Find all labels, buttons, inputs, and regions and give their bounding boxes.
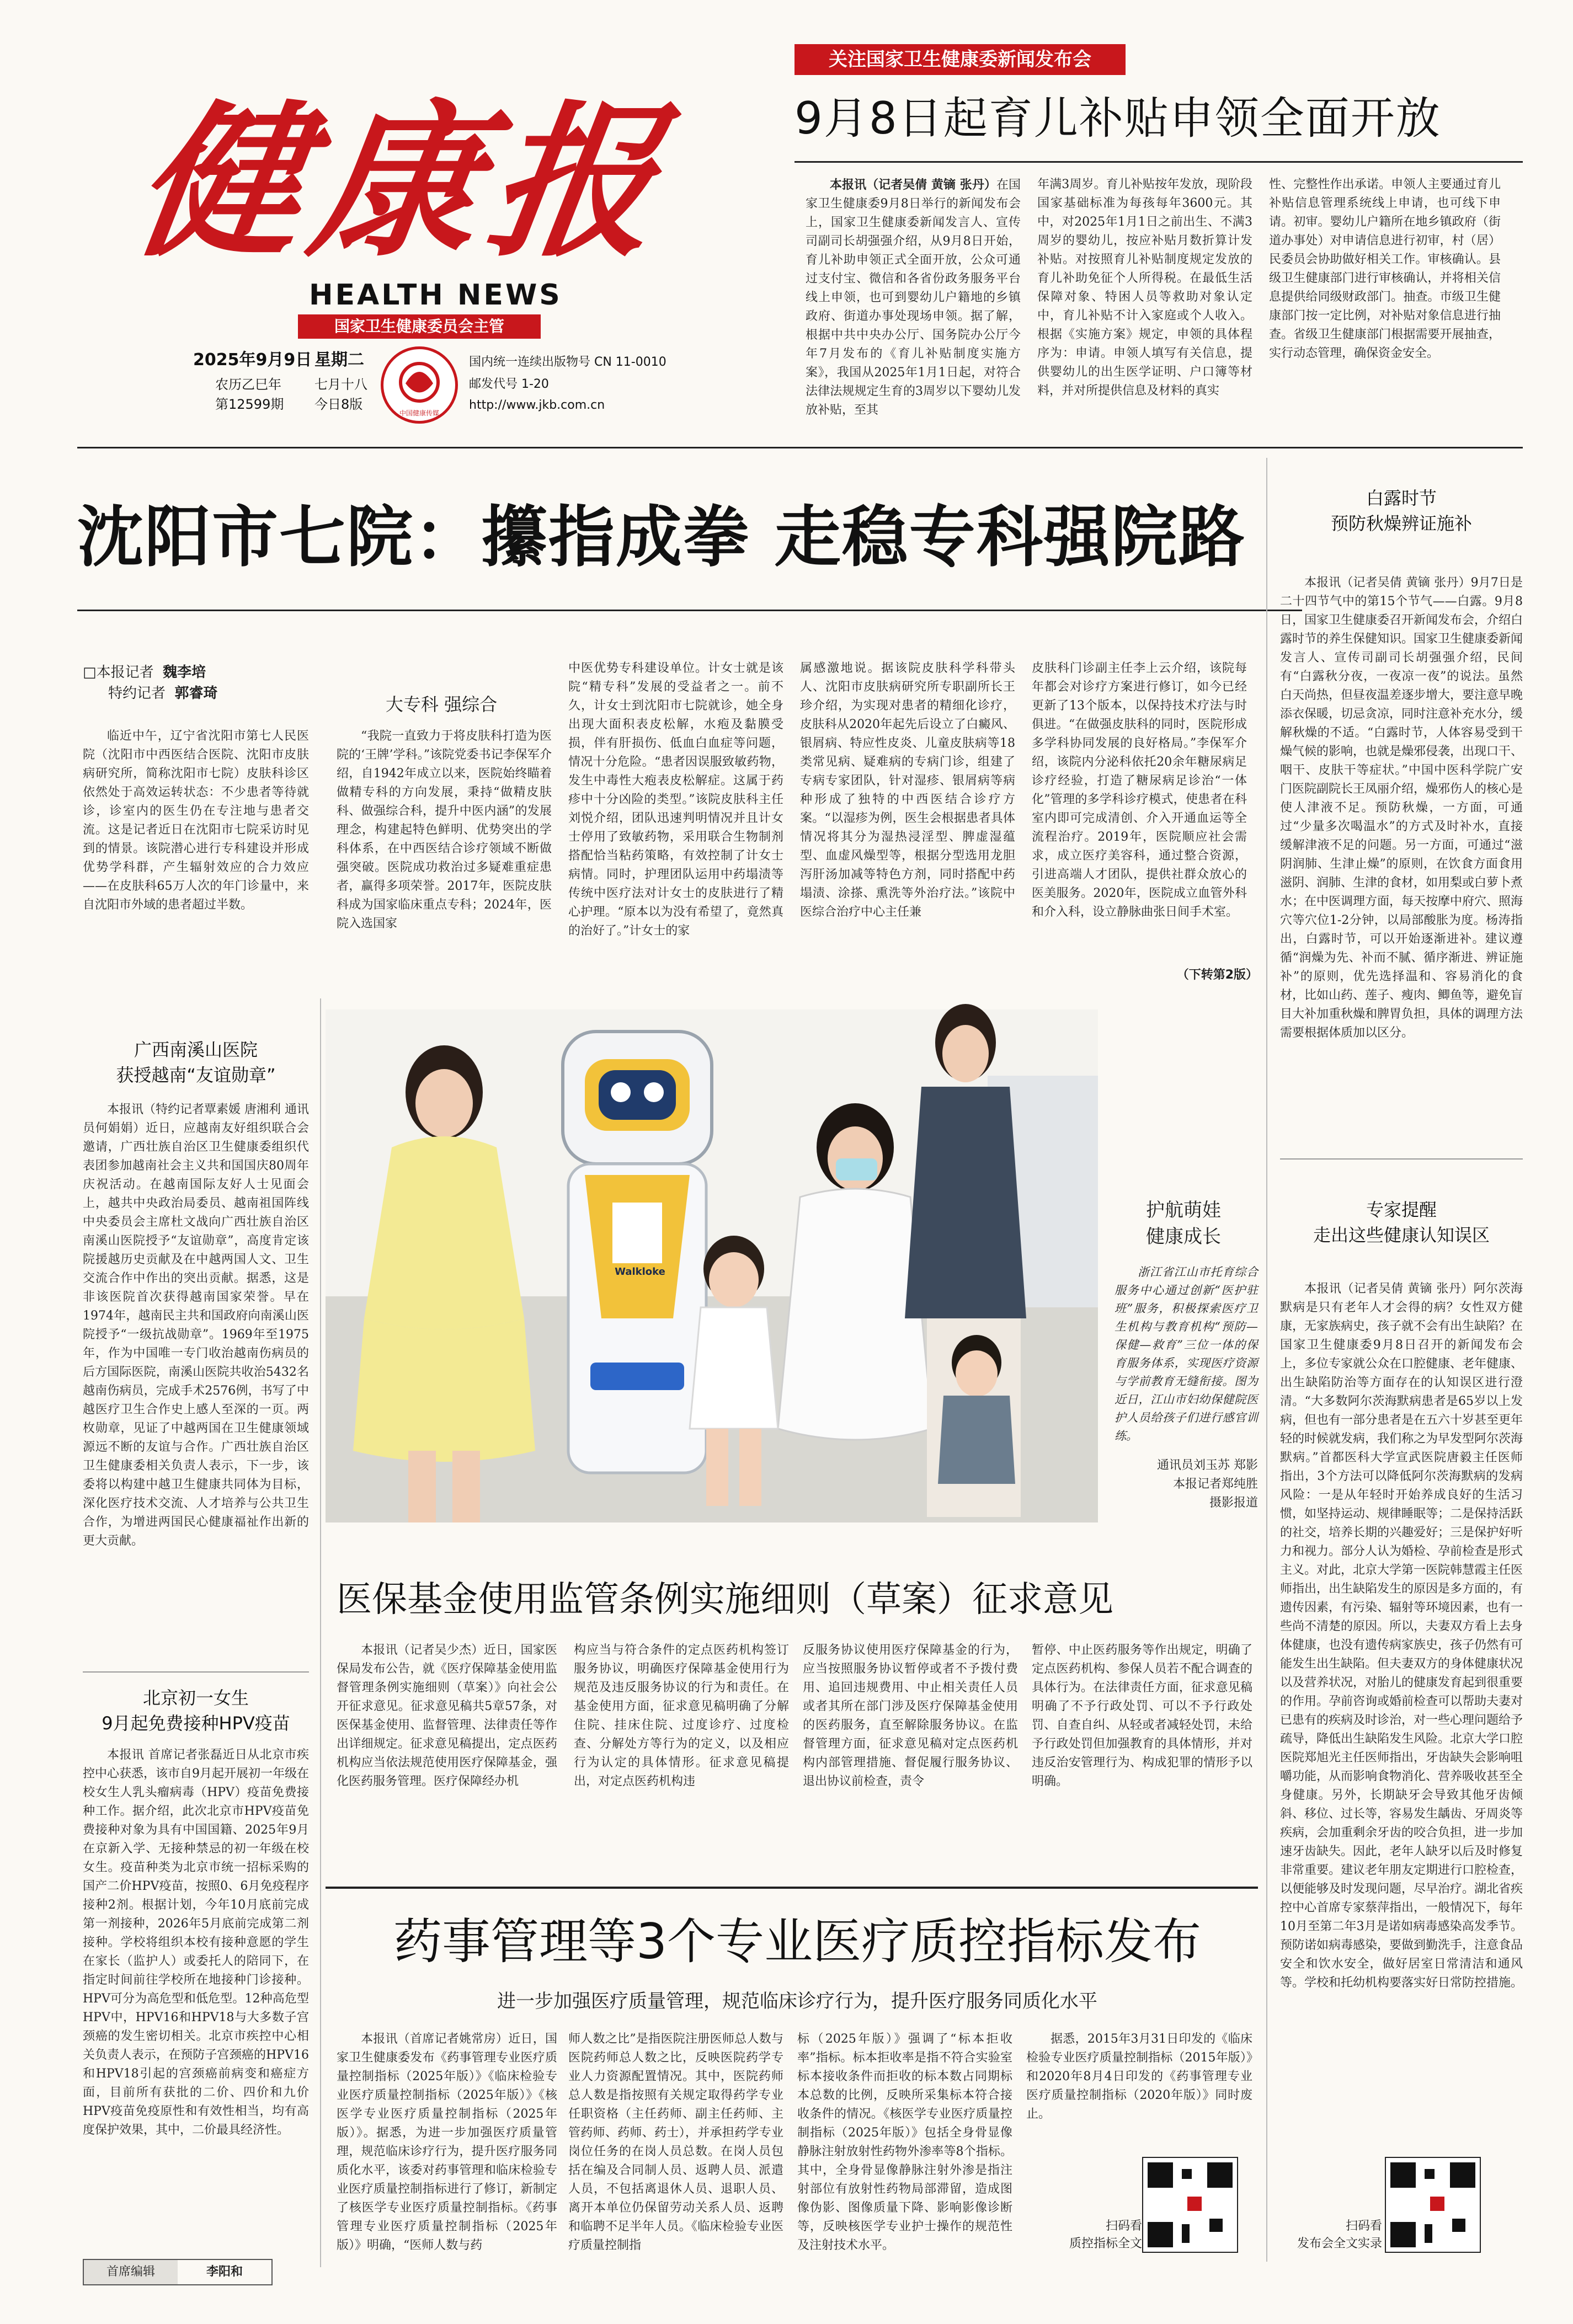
lead-story-headline[interactable]: 沈阳市七院：攥指成拳 走稳专科强院路 <box>77 499 1246 576</box>
top-story-col2 <box>1037 175 1252 435</box>
top-story-col2-text: 年满3周岁。育儿补贴按年发放，现阶段国家基础标准为每孩每年3600元。其中，对2025年1月1日之前出生、不满3周岁的婴幼儿，按应补贴月数折算计发补贴。对按照育儿补贴制度规定发放的育儿补助免征个人所得税。在最低生活保障对象、特困人员等救助对象认定中，育儿补贴不计入家庭或个人收入。根据《实施方案》规定，申领的具体程序为：申请。申领人填写有关信息，提供婴幼儿的出生医学证明、户口簿等材料，并对所提供信息及材料的真实 <box>1037 178 1252 398</box>
publisher-emblem <box>381 346 458 424</box>
photo-title-line1: 护航萌娃 <box>1146 1199 1221 1221</box>
pharma-col2-text: 师人数之比”是指医院注册医师总人数与医院药师总人数之比，反映医院药学专业人力资源配置情况。其中，医院药师总人数是指按照有关规定取得药学专业任职资格（主任药师、副主任药师、主管药师、药师、药士），并承担药学专业岗位任务的在岗人员总数。在岗人员包括在编及合同制人员、返聘人员、派遣人员，不包括离退休人员、退职人员、离开本单位仍保留劳动关系人员、返聘和临聘不足半年人员。《临床检验专业医疗质量控制指 <box>568 2032 783 2252</box>
medicare-col4 <box>1032 1641 1252 1862</box>
hpv-story-body: 本报讯 首席记者张磊近日从北京市疾控中心获悉，该市自9月起开展初一年级在校女生人乳头瘤病毒（HPV）疫苗免费接种工作。据介绍，此次北京市HPV疫苗免费接种对象为具有中国国籍、2025年9月在京新入学、无接种禁忌的初一年级在校女生。疫苗种类为北京市统一招标采购的国产二价HPV疫苗，按照0、6月免疫程序接种2剂。根据计划，今年10月底前完成第一剂接种，2026年5月底前完成第二剂接种。学校将组织本校有接种意愿的学生在家长（监护人）或委托人的陪同下，在指定时间前往学校所在地接种门诊接种。HPV可分为高危型和低危型。12种高危型HPV中，HPV16和HPV18与大多数子宫颈癌的发生密切相关。北京市疾控中心相关负责人表示，在预防子宫颈癌的HPV16和HPV18引起的宫颈癌前病变和癌症方面，目前所有获批的二价、四价和九价HPV疫苗免疫原性和有效性相当，均有高度保护效果，其中，二价最具经济性。 <box>83 1748 309 2137</box>
left-story-divider <box>83 1671 309 1673</box>
top-story-col1-text: 在国家卫生健康委9月8日举行的新闻发布会上，国家卫生健康委新闻发言人、宣传司副司长胡强强介绍，从9月8日开始，育儿补助申领正式全面开放，公众可通过支付宝、微信和各省份政务服务平台线上申领，也可到婴幼儿户籍地的乡镇政府、街道办事处现场申领。据了解，根据中共中央办公厅、国务院办公厅今年7月发布的《育儿补贴制度实施方案》，我国从2025年1月1日起，对符合法律法规规定生育的3周岁以下婴幼儿发放补贴，至其 <box>806 178 1021 417</box>
myths-story-body: 本报讯（记者吴倩 黄镝 张丹）阿尔茨海默病是只有老年人才会得的病？女性双方健康，无家族病史，孩子就不会有出生缺陷？在国家卫生健康委9月8日召开的新闻发布会上，多位专家就公众在口腔健康、老年健康、出生缺陷防治等方面存在的认知误区进行澄清。“大多数阿尔茨海默病患者是65岁以上发病，但也有一部分患者是在五六十岁甚至更年轻的时候就发病，我们称之为早发型阿尔茨海默病。”首都医科大学宣武医院唐毅主任医师指出，3个方法可以降低阿尔茨海默病的发病风险：一是从年轻时开始养成良好的生活习惯，如坚持运动、规律睡眠等；二是保持活跃的社交，培养长期的兴趣爱好；三是保护好听力和视力。部分人认为婚检、孕前检查是形式主义。对此，北京大学第一医院韩慧霞主任医师指出，出生缺陷发生的原因是多方面的，有遗传因素，有污染、辐射等环境因素，也有一些尚不清楚的原因。所以，夫妻双方看上去身体健康，也没有遗传病家族史，孩子仍然有可能发生出生缺陷。但夫妻双方的身体健康状况以及营养状况，对胎儿的健康发育起到很重要的作用。孕前咨询或婚前检查可以帮助夫妻对已患有的疾病及时诊治，对一些心理问题给予疏导，降低出生缺陷发生风险。北京大学口腔医院郑旭光主任医师指出，牙齿缺失会影响咀嚼功能，从而影响食物消化、营养吸收甚至全身健康。另外，长期缺牙会导致其他牙齿倾斜、移位、过长等，容易发生龋齿、牙周炎等疾病，会加重剩余牙齿的咬合负担，进一步加速牙齿缺失。因此，老年人缺牙以后及时修复非常重要。建议老年朋友定期进行口腔检查，以便能够及时发现问题，尽早治疗。湖北省疾控中心首席专家蔡萍指出，一般情况下，每年10月至第二年3月是诺如病毒感染高发季节。预防诺如病毒感染，要做到勤洗手，注意食品安全和饮水安全，做好居室日常清洁和通风等。学校和托幼机构要落实好日常防控措施。 <box>1280 1282 1523 1990</box>
photo-scene <box>326 1009 1098 1522</box>
editor-name: 李阳和 <box>206 2265 243 2279</box>
top-story-kicker: 关注国家卫生健康委新闻发布会 <box>829 49 1091 71</box>
lunar-year: 农历乙巳年 <box>215 377 281 392</box>
cn-number: 国内统一连续出版物号 CN 11-0010 <box>469 355 666 369</box>
lead-story-col3-text: 中医优势专科建设单位。计女士就是该院“精专科”发展的受益者之一。前不久，计女士到沈阳市七院就诊，她全身出现大面积表皮松解，水疱及黏膜受损，伴有肝损伤、低血白血症等问题，情况十分危险。“患者因误服致敏药物，发生中毒性大疱表皮松解症。这属于药疹中十分凶险的类型。”该院皮肤科主任刘悦介绍，团队迅速判明情况并且计女士停用了致敏药物，采用联合生物制剂搭配恰当粘药策略，有效控制了计女士病情。同时，护理团队运用中药塌渍等传统中医疗法对计女士的皮肤进行了精心护理。“原本以为没有希望了，竟然真的治好了。”计女士的家 <box>568 661 783 938</box>
bailu-title-line1: 白露时节 <box>1366 488 1437 509</box>
qr1-caption-line2: 质控指标全文 <box>1069 2237 1142 2251</box>
photo-credit-line2: 本报记者郑纯胜 <box>1172 1477 1258 1491</box>
masthead-title: 健康报 <box>124 84 681 279</box>
top-story-rule <box>795 161 1523 163</box>
lunar-day: 七月十八 <box>314 377 367 392</box>
bailu-story-text <box>1280 574 1523 1136</box>
lead-story-col4-text: 属感激地说。据该院皮肤科学科带头人、沈阳市皮肤病研究所专职副所长王珍介绍，为实现对患者的精细化诊疗，皮肤科从2020年起先后设立了白癜风、银屑病、特应性皮炎、儿童皮肤病等18类常见病、疑难病的专病门诊，组建了专病专家团队，针对湿疹、银屑病等病种形成了独特的中西医结合诊疗方案。“以湿疹为例，医生会根据患者具体情况将其分为湿热浸淫型、脾虚湿蕴型、血虚风燥型等，根据分型选用龙胆泻肝汤加减等特色方剂，同时搭配中药塌渍、涂搽、熏洗等外治疗法。”该院中医综合治疗中心主任兼 <box>800 661 1015 919</box>
masthead-english: HEALTH NEWS <box>309 279 562 312</box>
qr2-caption-line1: 扫码看 <box>1345 2219 1382 2233</box>
hpv-story-title[interactable] <box>83 1685 309 1736</box>
masthead-sponsor: 国家卫生健康委员会主管 <box>334 317 504 335</box>
website: http://www.jkb.com.cn <box>469 398 605 412</box>
lead-story-reporters <box>83 662 314 704</box>
post-code: 邮发代号 1-20 <box>469 377 549 391</box>
issue-weekday: 星期二 <box>314 350 364 370</box>
top-story-col1 <box>806 175 1021 435</box>
right-column-divider <box>1266 458 1267 2262</box>
photo-credit-line3: 摄影报道 <box>1209 1496 1258 1510</box>
guangxi-story-title[interactable] <box>83 1037 309 1088</box>
top-story-kicker-bar <box>795 44 1126 75</box>
medicare-col1 <box>337 1641 557 1862</box>
top-story-headline[interactable]: 9月8日起育儿补贴申领全面开放 <box>795 93 1441 144</box>
medicare-col2 <box>574 1641 789 1862</box>
left-column-divider <box>320 998 321 2267</box>
pharma-story-headline[interactable]: 药事管理等3个专业医疗质控指标发布 <box>393 1913 1201 1970</box>
pharma-col2 <box>568 2030 783 2262</box>
hpv-title-line1: 北京初一女生 <box>142 1687 249 1708</box>
footer-editor-box <box>83 2259 273 2285</box>
correspondent-label: 特约记者 <box>108 685 166 702</box>
medicare-story-headline[interactable]: 医保基金使用监管条例实施细则（草案）征求意见 <box>337 1579 1113 1620</box>
qr-indicators-caption <box>1021 2218 1142 2253</box>
lead-story-subhead: 大专科 强综合 <box>385 694 498 715</box>
guangxi-title-line1: 广西南溪山医院 <box>134 1039 258 1060</box>
photo-credit-line1: 通讯员刘玉苏 郑影 <box>1157 1458 1258 1472</box>
myths-title-line2: 走出这些健康认知误区 <box>1313 1225 1490 1246</box>
medicare-col1-text: 本报讯（记者吴少杰）近日，国家医保局发布公告，就《医疗保障基金使用监督管理条例实施细则（草案）》向社会公开征求意见。征求意见稿共5章57条，对医保基金使用、监督管理、法律责任等作出详细规定。征求意见稿提出，定点医药机构应当依法规范使用医疗保障基金，强化医药服务管理。医疗保障经办机 <box>337 1643 557 1788</box>
pharma-col1-text: 本报讯（首席记者姚常房）近日，国家卫生健康委发布《药事管理专业医疗质量控制指标（2025年版）》《临床检验专业医疗质量控制指标（2025年版）》《核医学专业医疗质量控制指标（2025年版）》。据悉，为进一步加强医疗质量管理，规范临床诊疗行为，提升医疗服务同质化水平，该委对药事管理和临床检验专业医疗质量控制指标进行了修订，新制定了核医学专业医疗质量控制指标。《药事管理专业医疗质量控制指标（2025年版）》明确，“医师人数与药 <box>337 2032 557 2252</box>
page-count: 今日8版 <box>314 397 363 412</box>
lead-story-col2 <box>337 727 552 986</box>
issue-date: 2025年9月9日 <box>193 350 312 370</box>
masthead-bottom-rule <box>77 447 1523 448</box>
reporter-name: 魏李培 <box>163 664 206 681</box>
lead-story-col3 <box>568 659 783 985</box>
issue-number: 第12599期 <box>215 397 284 412</box>
feature-photo <box>326 1009 1098 1522</box>
bailu-story-title[interactable] <box>1280 485 1523 536</box>
medicare-col4-text: 暂停、中止医药服务等作出规定，明确了定点医药机构、参保人员若不配合调查的具体行为。在法律责任方面，征求意见稿明确了不予行政处罚、可以不予行政处罚、自查自纠、从轻或者减轻处罚，未给予行政处罚但加强教育的具体情形，并对违反治安管理行为、构成犯罪的情形予以明确。 <box>1032 1643 1252 1788</box>
lead-story-rule <box>77 610 1302 611</box>
myths-title-line1: 专家提醒 <box>1366 1199 1437 1220</box>
robot-brand-label: Walkloke <box>615 1266 665 1278</box>
medicare-col2-text: 构应当与符合条件的定点医药机构签订服务协议，明确医疗保障基金使用行为规范及违反服务协议的行为和责任。在基金使用方面，征求意见稿明确了分解住院、挂床住院、过度诊疗、过度检查、分解处方等行为的定义，以及相应行为认定的具体情形。征求意见稿提出，对定点医药机构违 <box>574 1643 789 1788</box>
lead-story-col5-text: 皮肤科门诊副主任李上云介绍，该院每年都会对诊疗方案进行修订，如今已经更新了13个版本，以保持技术疗法与时俱进。“在做强皮肤科的同时，医院形成多学科协同发展的良好格局。”李保军介绍，该院内分泌科依托20余年糖尿病足诊疗经验，打造了糖尿病足诊治“一体化”管理的多学科诊疗模式，使患者在科室内即可完成清创、介入开通血运等全流程治疗。2019年，医院顺应社会需求，成立医疗美容科，通过整合资源，引进高端人才团队，提供社群众放心的医美服务。2020年，医院成立血管外科和介入科，设立静脉曲张日间手术室。 <box>1032 661 1247 919</box>
top-story-col3-text: 性、完整性作出承诺。申领人主要通过育儿补贴信息管理系统线上申请，也可线下申请。初审。婴幼儿户籍所在地乡镇政府（街道办事处）对申请信息进行初审，村（居）民委员会协助做好相关工作。审核确认。县级卫生健康部门进行审核确认，并将相关信息提供给同级财政部门。抽查。市级卫生健康部门按一定比例，对补贴对象信息进行抽查。省级卫生健康部门根据需要开展抽查，实行动态管理，确保资金安全。 <box>1269 178 1501 360</box>
photo-title <box>1112 1197 1255 1250</box>
pharma-col3-text: 标（2025年版）》强调了“标本拒收率”指标。标本拒收率是指不符合实验室标本接收条件而拒收的标本数占同期标本总数的比例，反映所采集标本符合接收条件的情况。《核医学专业医疗质量控制指标（2025年版）》包括全身骨显像静脉注射放射性药物外渗率等8个指标。其中，全身骨显像静脉注射外渗是指注射部位有放射性药物局部滞留，造成图像伪影、图像质量下降、影响影像诊断等，反映核医学专业护士操作的规范性及注射技术水平。 <box>797 2032 1012 2252</box>
lead-story-col2-text: “我院一直致力于将皮肤科打造为医院的‘王牌’学科。”该院党委书记李保军介绍，自1942年成立以来，医院始终瞄着做精专科的方向发展，秉持“做精皮肤科、做强综合科，提升中医内涵”的发展理念，构建起特色鲜明、优势突出的学科体系，在中西医结合诊疗领域不断做强突破。医院成功救治过多疑难重症患者，赢得多项荣誉。2017年，医院皮肤科成为国家临床重点专科；2024年，医院入选国家 <box>337 729 552 931</box>
pharma-col4 <box>1026 2030 1252 2121</box>
masthead-sponsor-bar <box>298 314 541 339</box>
pharma-story-subhead: 进一步加强医疗质量管理，规范临床诊疗行为，提升医疗服务同质化水平 <box>497 1990 1097 2012</box>
medicare-col3 <box>803 1641 1018 1862</box>
qr2-caption-line2: 发布会全文实录 <box>1297 2237 1382 2251</box>
lead-story-col1-text: 临近中午，辽宁省沈阳市第七人民医院（沈阳市中西医结合医院、沈阳市皮肤病研究所，简称沈阳市七院）皮肤科诊区依然处于高效运转状态：不少患者等待就诊，诊室内的医生仍在专注地与患者交流。这是记者近日在沈阳市七院采访时见到的情景。该院潜心进行专科建设并形成优势学科群，产生辐射效应的合力效应——在皮肤科65万人次的年门诊量中，来自沈阳市外域的患者超过半数。 <box>83 729 309 912</box>
guangxi-story-body: 本报讯（特约记者覃素媛 唐湘利 通讯员何娟娟）近日，应越南友好组织联合会邀请，广西壮族自治区卫生健康委组织代表团参加越南社会主义共和国国庆80周年庆祝活动。在越南国际友好人士见面会上，越共中央政治局委员、越南祖国阵线中央委员会主席杜文战向广西壮族自治区南溪山医院授予“友谊勋章”，高度肯定该院援越历史贡献及在中越两国人文、卫生交流合作中作出的突出贡献。据悉，这是非该医院首次获得越南国家荣誉。早在1974年，越南民主共和国政府向南溪山医院授予“一级抗战勋章”。1969年至1975年，作为中国唯一专门收治越南伤病员的后方国际医院，南溪山医院共收治5432名越南伤病员，完成手术2576例，书写了中越医疗卫生合作史上感人至深的一页。两枚勋章，见证了中越两国在卫生健康领域源远不断的友谊与合作。广西壮族自治区卫生健康委相关负责人表示，下一步，该委将以构建中越卫生健康共同体为目标，深化医疗技术交流、人才培养与公共卫生合作，为增进两国民心健康福祉作出新的更大贡献。 <box>83 1103 309 1548</box>
myths-story-text <box>1280 1280 1523 2262</box>
pharma-col3 <box>797 2030 1012 2262</box>
bailu-story-body: 本报讯（记者吴倩 黄镝 张丹）9月7日是二十四节气中的第15个节气——白露。9月8日，国家卫生健康委召开新闻发布会，介绍白露时节的养生保健知识。国家卫生健康委新闻发言人、宣传司副司长胡强强介绍，民间有“白露秋分夜，一夜凉一夜”的说法。虽然白天尚热，但昼夜温差逐步增大，要注意早晚添衣保暖，切忌贪凉，同时注意补充水分，缓解秋燥的不适。“白露时节，人体容易受到干燥气候的影响，也就是燥邪侵袭，出现口干、咽干、皮肤干等症状。”中国中医科学院广安门医院副院长王凤丽介绍，燥邪伤人的核心是使人津液不足。预防秋燥，一方面，可通过“少量多次喝温水”的方式及时补水，直接缓解津液不足的问题。另一方面，可通过“滋阴润肺、生津止燥”的原则，在饮食方面食用滋阴、润肺、生津的食材，如用梨或白萝卜煮水；在中医调理方面，每天按摩中府穴、照海穴等穴位1-2分钟，以局部酸胀为度。杨涛指出，白露时节，可以开始逐渐进补。建议遵循“润燥为先、补而不腻、循序渐进、辨证施补”的原则，优先选择温和、容易消化的食材，比如山药、莲子、瘦肉、鲫鱼等，避免盲目大补加重秋燥和脾胃负担，具体的调理方法需要根据体质加以区分。 <box>1280 576 1523 1040</box>
pharma-col1 <box>337 2030 557 2262</box>
hpv-title-line2: 9月起免费接种HPV疫苗 <box>102 1713 290 1734</box>
hpv-story-text <box>83 1746 309 2215</box>
bailu-title-line2: 预防秋燥辨证施补 <box>1330 513 1472 534</box>
photo-credit <box>1115 1456 1258 1513</box>
correspondent-name: 郭睿琦 <box>174 685 218 702</box>
emblem-text: 中国健康传媒 <box>399 409 439 417</box>
editor-label: 首席编辑 <box>84 2260 178 2284</box>
qr-code-indicators[interactable] <box>1142 2157 1238 2253</box>
guangxi-story-text <box>83 1100 309 1652</box>
myths-story-title[interactable] <box>1280 1197 1523 1248</box>
pharma-col4-text: 据悉，2015年3月31日印发的《临床检验专业医疗质量控制指标（2015年版）》和2020年8月4日印发的《药事管理专业医疗质量控制指标（2020年版）》同时废止。 <box>1026 2032 1252 2121</box>
medicare-col3-text: 反服务协议使用医疗保障基金的行为，应当按照服务协议暂停或者不予拨付费用、追回违规费用、中止相关责任人员或者其所在部门涉及医疗保障基金使用的医药服务，直至解除服务协议。在监督管理方面，征求意见稿对定点医药机构内部管理措施、督促履行服务协议、退出协议前检查，责令 <box>803 1643 1018 1788</box>
right-story-divider <box>1280 1158 1523 1160</box>
qr1-caption-line1: 扫码看 <box>1105 2219 1142 2233</box>
lead-story-col4 <box>800 659 1015 985</box>
guangxi-title-line2: 获授越南“友谊勋章” <box>116 1065 276 1086</box>
top-story-byline: 本报讯（记者吴倩 黄镝 张丹） <box>830 178 996 192</box>
reporter-label: □本报记者 <box>83 664 154 681</box>
top-story-col3 <box>1269 175 1501 435</box>
lead-story-continue[interactable]: （下转第2版） <box>1176 968 1258 982</box>
lead-story-col1 <box>83 727 309 986</box>
photo-title-line2: 健康成长 <box>1146 1226 1221 1248</box>
lead-story-col5 <box>1032 659 1247 965</box>
photo-caption: 浙江省江山市托育综合服务中心通过创新“医护驻班”服务，积极探索医疗卫生机构与教育机构“预防—保健—救育”三位一体的保育服务体系，实现医疗资源与学前教育无缝衔接。图为近日，江山市妇幼保健院医护人员给孩子们进行感官训练。 <box>1115 1265 1258 1443</box>
